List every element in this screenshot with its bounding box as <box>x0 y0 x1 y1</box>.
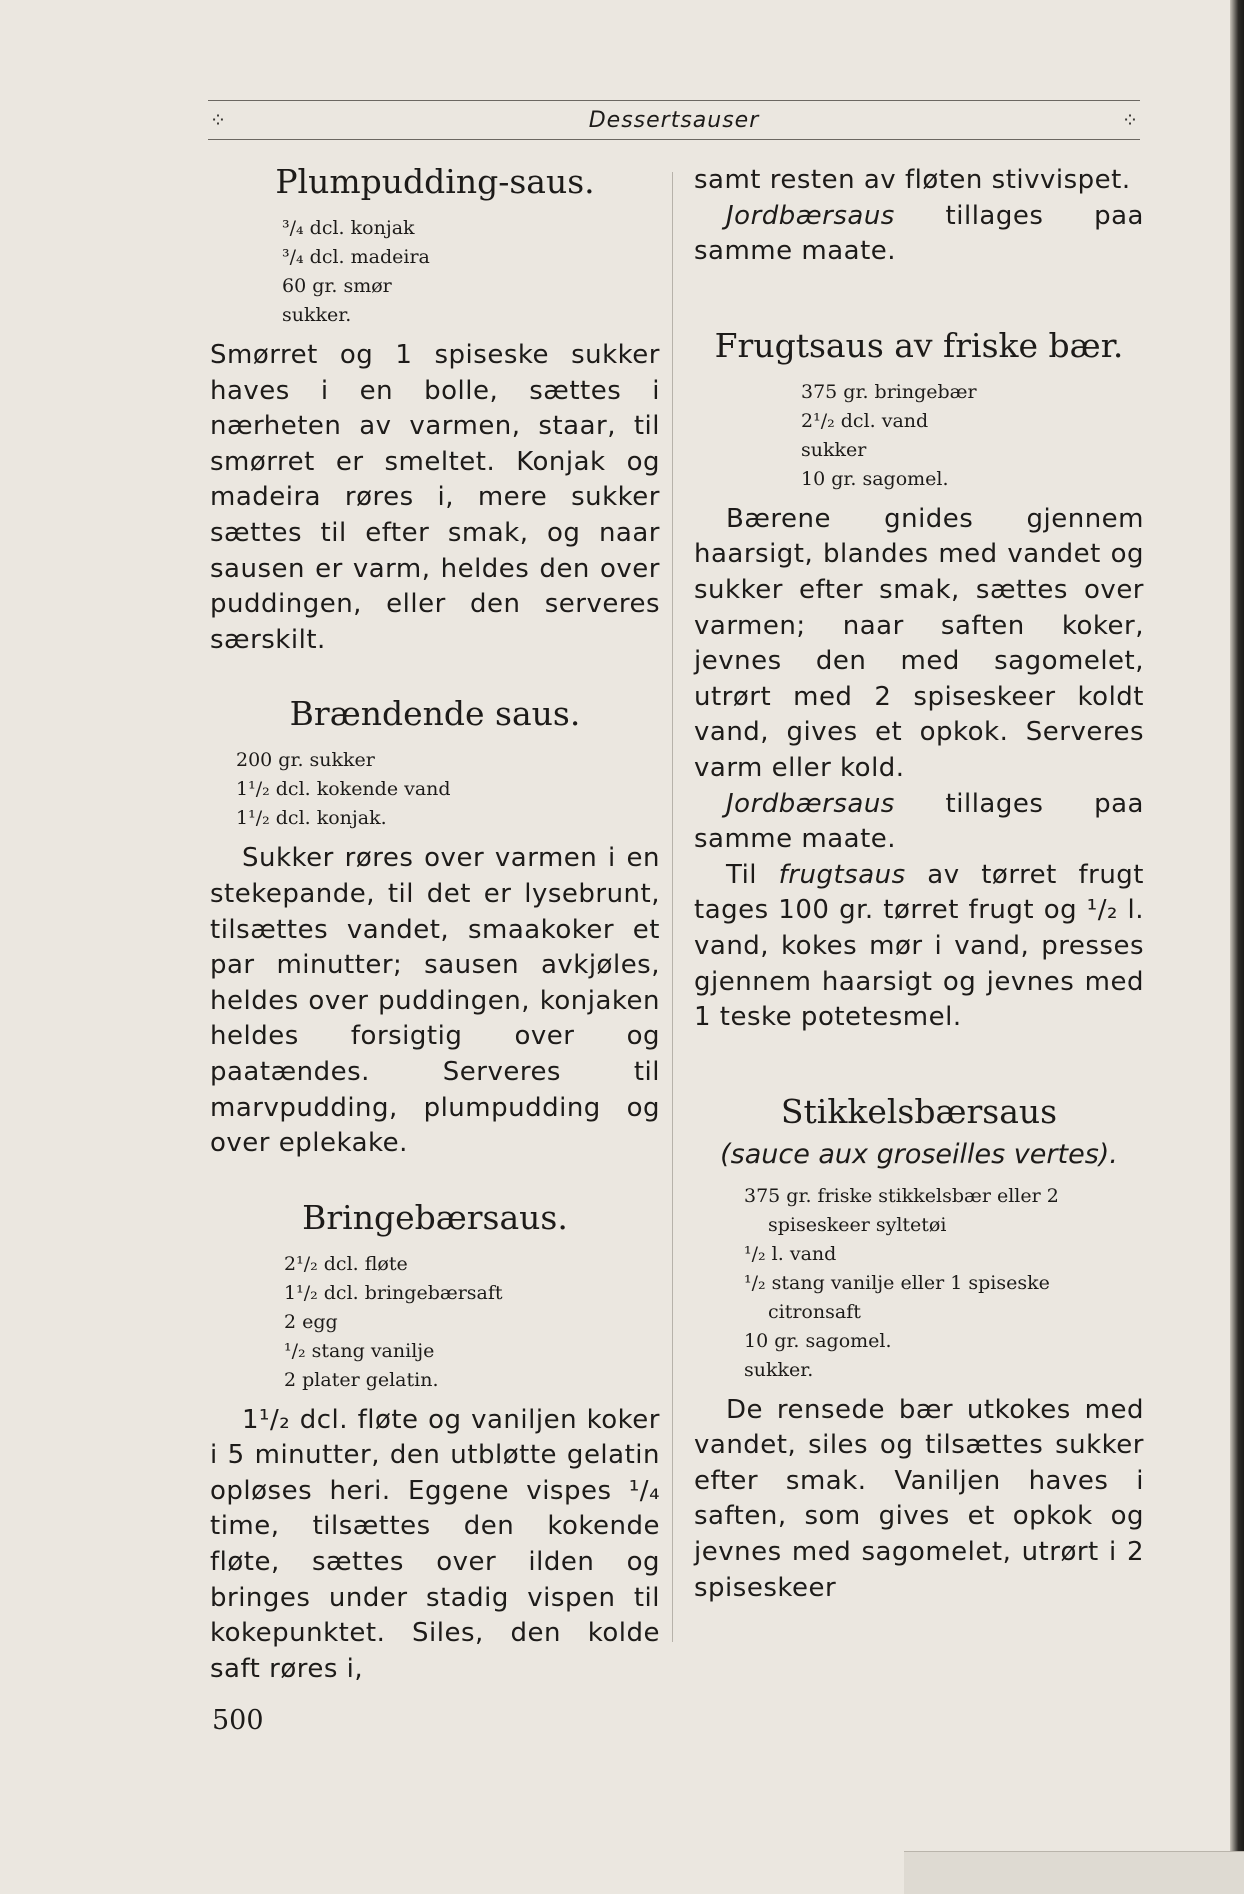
ingredient-item: ³/₄ dcl. konjak <box>282 217 415 239</box>
ingredient-item: sukker. <box>282 304 352 326</box>
column-divider <box>672 172 673 1642</box>
ingredient-list <box>210 214 660 330</box>
recipe-title: Brændende saus. <box>289 694 581 734</box>
right-column <box>694 160 1144 1606</box>
ingredient-list <box>694 378 1144 494</box>
ingredient-item: 2 plater gelatin. <box>284 1368 439 1391</box>
recipe-note <box>694 199 1144 270</box>
emphasis-text: Jordbærsaus <box>726 200 895 231</box>
ingredient-item: 200 gr. sukker <box>236 749 375 772</box>
recipe-text: Sukker røres over varmen i en stekepande, til det er lysebrunt, tilsættes vandet, smaakoker et par minutter; sausen avkjøles, heldes over puddingen, konjaken heldes forsigtig over og paatændes. Serveres til marvpudding, plumpudding og over eplekake. <box>210 843 660 1159</box>
ingredient-item: ¹/₂ stang vanilje eller 1 spiseske citronsaft <box>744 1271 1050 1323</box>
ingredient-item: 375 gr. bringebær <box>801 380 977 403</box>
note-text: Til <box>726 859 779 890</box>
recipe-plumpudding-saus <box>210 160 660 658</box>
recipe-bringebaersaus <box>210 1196 660 1688</box>
note-text: tillages paa samme maate. <box>694 200 1144 267</box>
recipe-title: Plumpudding-saus. <box>275 162 595 201</box>
ingredient-list <box>210 1250 660 1395</box>
note-text: av tørret frugt tages 100 gr. tørret frugt og ¹/₂ l. vand, kokes mør i vand, presses gjennem haarsigt og jevnes med 1 teske potetesmel. <box>694 859 1145 1033</box>
recipe-text: De rensede bær utkokes med vandet, siles og tilsættes sukker efter smak. Vaniljen haves i saften, som gives et opkok og jevnes med sagomelet, utrørt i 2 spiseskeer <box>694 1394 1144 1603</box>
recipe-text: samt resten av fløten stivvispet. <box>694 165 1131 195</box>
ingredient-list <box>694 1182 1144 1385</box>
ingredient-list <box>210 746 660 833</box>
ingredient-item: sukker. <box>744 1358 814 1381</box>
ornament-right-icon: ⁘ <box>1121 108 1139 132</box>
ingredient-item: 2¹/₂ dcl. fløte <box>284 1252 408 1275</box>
recipe-title: Bringebærsaus. <box>302 1197 568 1237</box>
ingredient-item: 1¹/₂ dcl. bringebærsaft <box>284 1281 503 1304</box>
note-text: tillages paa samme maate. <box>694 788 1144 855</box>
ornament-left-icon: ⁘ <box>209 108 227 132</box>
recipe-braendende-saus <box>210 692 660 1161</box>
ingredient-item: 10 gr. sagomel. <box>744 1329 892 1352</box>
page-corner <box>904 1851 1244 1894</box>
recipe-subtitle: (sauce aux groseilles vertes). <box>720 1138 1118 1170</box>
emphasis-text: frugtsaus <box>778 859 906 890</box>
ingredient-item: 1¹/₂ dcl. konjak. <box>236 807 387 830</box>
ingredient-item: 375 gr. friske stikkelsbær eller 2 spiseskeer syltetøi <box>744 1184 1059 1236</box>
recipe-text: Bærene gnides gjennem haarsigt, blandes med vandet og sukker efter smak, sættes over varmen; naar saften koker, jevnes den med sagomelet, utrørt med 2 spiseskeer koldt vand, gives et opkok. Serveres varm eller kold. <box>694 503 1144 783</box>
ingredient-item: 2 egg <box>284 1310 338 1333</box>
emphasis-text: Jordbærsaus <box>726 788 895 819</box>
ingredient-item: sukker <box>801 438 867 461</box>
running-header-title: Dessertsauser <box>588 107 760 133</box>
recipe-note <box>694 858 1144 1036</box>
recipe-continuation <box>694 163 1144 270</box>
page-number: 500 <box>212 1705 264 1736</box>
ingredient-item: 60 gr. smør <box>282 275 392 297</box>
recipe-stikkelsbaersaus <box>694 1090 1144 1607</box>
left-column <box>210 160 660 1687</box>
page-edge-shadow <box>1230 0 1244 1894</box>
ingredient-item: ¹/₂ stang vanilje <box>284 1339 435 1362</box>
recipe-title: Frugtsaus av friske bær. <box>714 325 1124 365</box>
running-header <box>208 100 1140 140</box>
recipe-frugtsaus <box>694 324 1144 1036</box>
recipe-note <box>694 787 1144 858</box>
recipe-text: 1¹/₂ dcl. fløte og vaniljen koker i 5 minutter, den utbløtte gelatin opløses heri. Eggene vispes ¹/₄ time, tilsættes den kokende fløte, sættes over ilden og bringes under stadig vispen til kokepunktet. Siles, den kolde saft røres i, <box>210 1404 660 1684</box>
recipe-text: Smørret og 1 spiseske sukker haves i en bolle, sættes i nærheten av varmen, staar, til smørret er smeltet. Konjak og madeira røres i, mere sukker sættes til efter smak, og naar sausen er varm, heldes den over puddingen, eller den serveres særskilt. <box>210 340 660 655</box>
ingredient-item: 10 gr. sagomel. <box>801 467 949 490</box>
ingredient-item: 1¹/₂ dcl. kokende vand <box>236 778 451 801</box>
ingredient-item: ¹/₂ l. vand <box>744 1242 837 1265</box>
ingredient-item: ³/₄ dcl. madeira <box>282 246 430 268</box>
recipe-title: Stikkelsbærsaus <box>780 1091 1058 1131</box>
ingredient-item: 2¹/₂ dcl. vand <box>801 409 929 432</box>
